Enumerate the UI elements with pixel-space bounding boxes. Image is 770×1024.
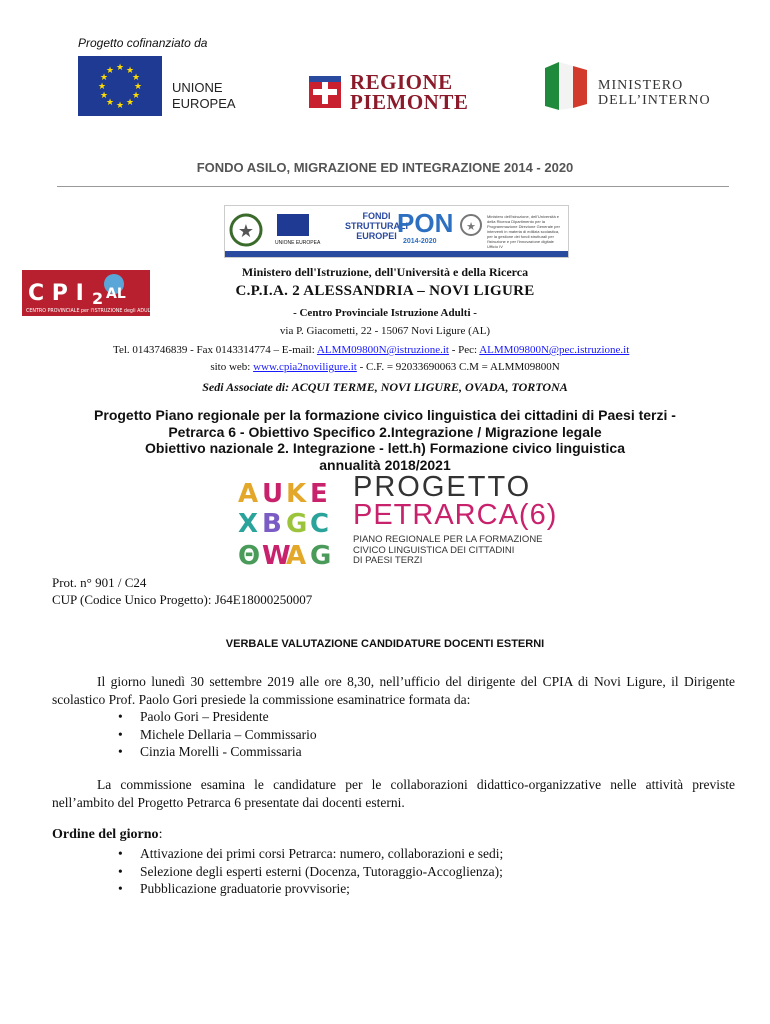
ministero-interno-flag-icon — [545, 62, 587, 110]
contacts-line — [113, 344, 629, 356]
piemonte-crest-icon — [305, 72, 345, 112]
fondi-strutturali-label: FONDI STRUTTURALI EUROPEI — [345, 211, 408, 241]
svg-text:★: ★ — [105, 66, 115, 76]
paragraph-opening: Il giorno lunedì 30 settembre 2019 alle ore 8,30, nell’ufficio del dirigente del CPIA di Novi Ligure, il Dirigente scolastico Prof. Paolo Gori presiede la commissione esaminatrice formata da: — [52, 674, 735, 707]
list-item: • Attivazione dei primi corsi Petrarca: numero, collaborazioni e sedi; — [118, 845, 503, 863]
tel-text: Tel. 0143746839 - Fax 0143314774 – E-mail: — [113, 344, 317, 356]
svg-text:CENTRO PROVINCIALE per l'ISTRU: CENTRO PROVINCIALE per l'ISTRUZIONE degli ADULTI — [26, 309, 150, 314]
svg-text:U: U — [262, 479, 284, 509]
cf-text: - C.F. = 92033690063 C.M = ALMM09800N — [356, 361, 560, 373]
website-link[interactable]: www.cpia2noviligure.it — [253, 361, 357, 373]
email-link[interactable]: ALMM09800N@istruzione.it — [316, 344, 449, 356]
svg-text:K: K — [286, 479, 307, 509]
petrarca-logo-title: PROGETTO — [353, 471, 532, 503]
protocol-block — [52, 574, 312, 608]
website-line — [0, 361, 770, 373]
italian-emblem-icon — [229, 212, 263, 248]
svg-text:★: ★ — [466, 220, 476, 233]
list-item: • Selezione degli esperti esterni (Docenza, Tutoraggio-Accoglienza); — [118, 863, 503, 881]
petrarca-logo-subtitle: PETRARCA(6) — [353, 499, 558, 531]
agenda-list — [118, 845, 503, 898]
project-heading: Progetto Piano regionale per la formazione civico linguistica dei cittadini di Paesi terzi - Petrarca 6 - Obiettivo Specifico 2.Integrazione / Migrazione legale Obiettivo nazionale 2. Integrazione - lett.h) Formazione civico linguistica annualità 2018/2021 — [94, 407, 676, 473]
cofinanziato-label: Progetto cofinanziato da — [78, 36, 208, 50]
svg-text:★: ★ — [99, 91, 109, 101]
svg-text:★: ★ — [131, 91, 141, 101]
ministero-interno-label: MINISTERO DELL’INTERNO — [598, 78, 711, 108]
eu-mini-flag-icon — [277, 214, 309, 236]
svg-text:★: ★ — [237, 221, 255, 242]
svg-text:X: X — [238, 509, 259, 539]
svg-text:★: ★ — [125, 98, 135, 108]
svg-text:★: ★ — [125, 66, 135, 76]
eu-flag-logo — [78, 56, 162, 116]
svg-text:E: E — [310, 479, 328, 509]
address: via P. Giacometti, 22 - 15067 Novi Ligure (AL) — [279, 325, 491, 337]
svg-text:G: G — [310, 541, 332, 571]
list-item: • Paolo Gori – Presidente — [118, 708, 317, 726]
svg-text:★: ★ — [99, 73, 109, 83]
svg-text:★: ★ — [131, 73, 141, 83]
pec-link[interactable]: ALMM09800N@pec.istruzione.it — [479, 344, 630, 356]
divider — [57, 186, 729, 187]
svg-text:AL: AL — [106, 286, 126, 302]
eu-label: UNIONE EUROPEA — [172, 80, 236, 111]
miur-emblem-icon — [459, 212, 483, 238]
svg-text:B: B — [262, 509, 282, 539]
svg-text:★: ★ — [97, 82, 107, 92]
list-item: • Pubblicazione graduatorie provvisorie; — [118, 880, 503, 898]
sedi-associate: Sedi Associate di: ACQUI TERME, NOVI LIGURE, OVADA, TORTONA — [202, 380, 568, 394]
petrarca-logo-description: PIANO REGIONALE PER LA FORMAZIONE CIVICO LINGUISTICA DEI CITTADINI DI PAESI TERZI — [353, 534, 543, 566]
svg-text:★: ★ — [105, 98, 115, 108]
svg-text:C: C — [310, 509, 330, 539]
commissione-list — [118, 708, 317, 761]
pon-years: 2014-2020 — [403, 238, 437, 245]
svg-text:★: ★ — [133, 82, 143, 92]
cup-code: CUP (Codice Unico Progetto): J64E18000250007 — [52, 592, 313, 607]
school-title: C.P.I.A. 2 ALESSANDRIA – NOVI LIGURE — [235, 283, 535, 299]
sito-prefix: sito web: — [210, 361, 254, 373]
svg-text:2: 2 — [92, 289, 104, 308]
svg-text:A: A — [286, 541, 307, 571]
fondo-title: FONDO ASILO, MIGRAZIONE ED INTEGRAZIONE 2014 - 2020 — [196, 160, 574, 175]
svg-text:★: ★ — [115, 63, 125, 73]
verbale-title: VERBALE VALUTAZIONE CANDIDATURE DOCENTI ESTERNI — [225, 638, 545, 650]
regione-piemonte-label: REGIONE PIEMONTE — [350, 70, 469, 114]
svg-text:G: G — [286, 509, 308, 539]
svg-text:W: W — [262, 541, 291, 571]
petrarca-logo-art — [236, 476, 338, 572]
list-item: • Michele Dellaria – Commissario — [118, 726, 317, 744]
miur-text: Ministero dell'Istruzione, dell'Università e della Ricerca Dipartimento per la Programmazione Direzione Generale per interventi in materia di edilizia scolastica, per la gestione dei fondi strutturali per l'istruzione e per l'innovazione digitale Ufficio IV — [487, 214, 560, 249]
svg-text:C P I: C P I — [28, 281, 84, 306]
pec-prefix: - Pec: — [448, 344, 480, 356]
ordine-del-giorno-heading: Ordine del giorno: — [52, 827, 163, 842]
svg-text:★: ★ — [115, 101, 125, 111]
eu-mini-label: UNIONE EUROPEA — [275, 240, 321, 246]
centro-subtitle: - Centro Provinciale Istruzione Adulti - — [293, 307, 477, 319]
list-item: • Cinzia Morelli - Commissaria — [118, 743, 317, 761]
pon-logo-text: PON — [397, 208, 454, 238]
paragraph-commissione: La commissione esamina le candidature per le collaborazioni didattico-organizzative nelle attività previste nell’ambito del Progetto Petrarca 6 presentate dai docenti esterni. — [52, 777, 735, 810]
svg-text:Θ: Θ — [238, 541, 261, 571]
ministero-istruzione: Ministero dell'Istruzione, dell'Università e della Ricerca — [241, 265, 529, 279]
pon-stripe — [225, 251, 568, 257]
svg-text:A: A — [238, 479, 259, 509]
pon-banner — [224, 205, 569, 258]
protocol-number: Prot. n° 901 / C24 — [52, 575, 147, 590]
